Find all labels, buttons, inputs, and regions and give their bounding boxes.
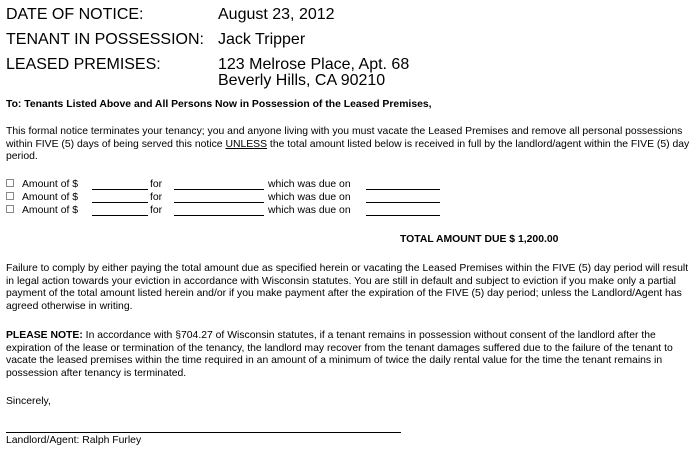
closing: Sincerely, bbox=[6, 396, 51, 407]
intro-text-1: This formal notice terminates your tenancy; you and anyone living with you must vacate the Leased Premises and remove all personal possessions within FIVE (5) days of being served this notice bbox=[6, 126, 683, 150]
amount-row bbox=[6, 205, 466, 218]
total-value: 1,200.00 bbox=[517, 234, 559, 245]
due-label: which was due on bbox=[268, 179, 351, 190]
due-label: which was due on bbox=[268, 192, 351, 203]
amount-label: Amount of $ bbox=[22, 192, 79, 203]
unless-word: UNLESS bbox=[225, 138, 268, 150]
total-amount bbox=[400, 234, 660, 247]
tenant-label: TENANT IN POSSESSION: bbox=[6, 31, 204, 48]
premises-label: LEASED PREMISES: bbox=[6, 56, 161, 73]
for-label: for bbox=[150, 192, 163, 203]
please-note-text: In accordance with §704.27 of Wisconsin statutes, if a tenant remains in possession without consent of the landlord after the expiration of the lease or termination of the tenancy, the landlord may recover from the tenant damages suffered due to the failure of the tenant to vacate the leased premises within the time required in an amount of a minimum of twice the daily rental value for the time the tenant remains in possession after tenancy is terminated. bbox=[6, 330, 673, 379]
tenant-value: Jack Tripper bbox=[218, 31, 306, 48]
amount-row bbox=[6, 179, 466, 192]
premises-line2: Beverly Hills, CA 90210 bbox=[218, 72, 386, 89]
for-label: for bbox=[150, 179, 163, 190]
salutation: To: Tenants Listed Above and All Persons Now in Possession of the Leased Premises, bbox=[6, 99, 432, 110]
intro-text-2: the total amount listed below is received in full by the landlord/agent within the FIVE (5) day period. bbox=[6, 138, 690, 163]
date-value: August 23, 2012 bbox=[218, 6, 335, 23]
signature-label: Landlord/Agent: Ralph Furley bbox=[6, 435, 142, 446]
signature-line bbox=[6, 432, 401, 433]
amount-row bbox=[6, 192, 466, 205]
due-label: which was due on bbox=[268, 205, 351, 216]
intro-paragraph bbox=[6, 126, 696, 164]
please-note-label: PLEASE NOTE: bbox=[6, 330, 83, 341]
premises-line1: 123 Melrose Place, Apt. 68 bbox=[218, 56, 410, 73]
amount-label: Amount of $ bbox=[22, 179, 79, 190]
failure-paragraph: Failure to comply by either paying the total amount due as specified herein or vacating the Leased Premises within the FIVE (5) day period will result in legal action towards your eviction in accordance with Wisconsin statutes. You are still in default and subject to eviction if you make only a partial payment of the total amount listed herein and/or if you make payment after the expiration of the FIVE (5) day period; unless the Landlord/Agent has agreed otherwise in writing. bbox=[6, 263, 689, 312]
for-label: for bbox=[150, 205, 163, 216]
please-note-paragraph bbox=[6, 330, 696, 380]
amount-label: Amount of $ bbox=[22, 205, 79, 216]
date-label: DATE OF NOTICE: bbox=[6, 6, 144, 23]
total-label: TOTAL AMOUNT DUE $ bbox=[400, 234, 516, 245]
